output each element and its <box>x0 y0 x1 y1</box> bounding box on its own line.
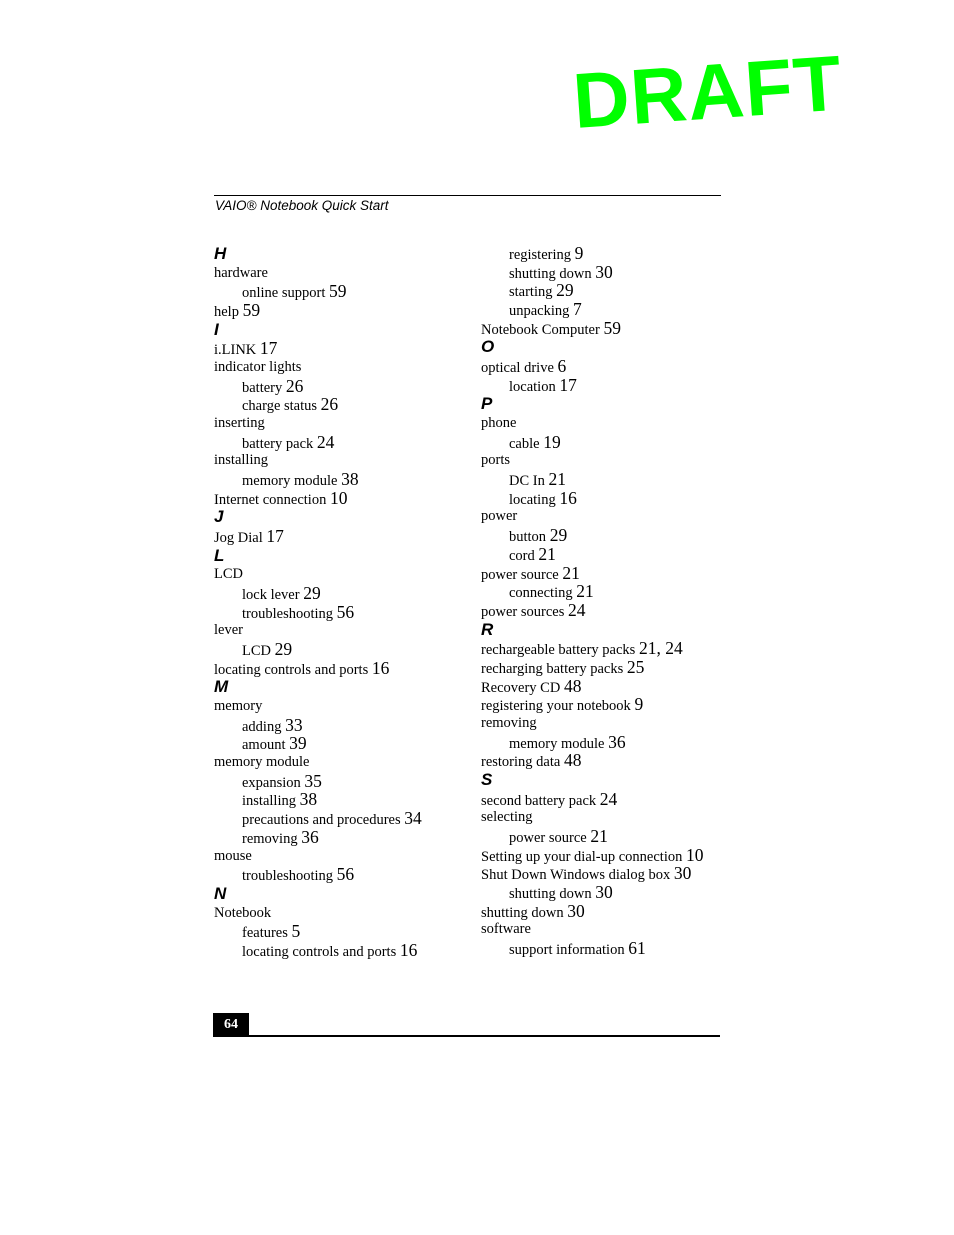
index-subentry <box>214 433 464 452</box>
index-subentry <box>481 376 731 395</box>
index-page-ref[interactable]: 29 <box>549 525 568 546</box>
index-term: troubleshooting <box>242 868 334 885</box>
index-term: second battery pack <box>481 792 597 809</box>
index-term: power source <box>509 829 587 846</box>
index-term: online support <box>242 285 326 302</box>
index-term: memory module <box>509 735 605 752</box>
index-entry <box>481 695 731 714</box>
index-page-ref[interactable]: 39 <box>289 733 307 754</box>
index-entry <box>481 902 731 921</box>
index-term: installing <box>242 793 296 810</box>
index-page-ref[interactable]: 59 <box>329 281 347 302</box>
index-term: locating controls and ports <box>214 661 369 678</box>
index-entry <box>481 414 731 433</box>
index-page-ref[interactable]: 29 <box>303 583 321 603</box>
index-term: rechargeable battery packs <box>481 642 636 659</box>
index-subentry <box>481 939 731 958</box>
index-entry <box>214 753 464 772</box>
index-term: Recovery CD <box>481 679 561 696</box>
index-term: hardware <box>214 264 268 281</box>
index-page-ref[interactable]: 48 <box>563 675 582 696</box>
index-page-ref[interactable]: 30 <box>595 261 613 282</box>
index-page-ref[interactable]: 29 <box>556 280 574 301</box>
index-term: restoring data <box>481 754 561 771</box>
index-term: inserting <box>214 415 265 431</box>
index-term: ports <box>481 452 510 469</box>
index-subentry <box>481 733 731 752</box>
index-subentry <box>214 603 464 622</box>
header-rule <box>214 195 721 196</box>
index-term: expansion <box>242 774 301 791</box>
index-subentry <box>481 244 731 263</box>
index-page-ref[interactable]: 16 <box>399 939 418 960</box>
index-letter-heading: L <box>214 545 225 565</box>
index-subentry <box>214 470 464 489</box>
index-subentry <box>214 395 464 414</box>
index-term: lock lever <box>242 587 300 603</box>
index-term: memory module <box>242 473 338 490</box>
index-term: button <box>509 529 547 546</box>
index-subentry <box>481 263 731 282</box>
index-page-ref[interactable]: 61 <box>628 938 646 959</box>
index-term: Shut Down Windows dialog box <box>481 867 671 884</box>
index-term: optical drive <box>481 360 554 377</box>
index-entry <box>481 658 731 677</box>
index-subentry <box>481 883 731 902</box>
index-term: shutting down <box>481 904 564 921</box>
index-page-ref[interactable]: 10 <box>329 487 348 508</box>
index-entry <box>481 639 731 658</box>
index-term: precautions and procedures <box>242 812 401 829</box>
index-term: support information <box>509 942 625 959</box>
index-term: Notebook Computer <box>481 321 600 338</box>
index-term: location <box>509 378 556 395</box>
index-letter-heading: O <box>481 337 495 357</box>
index-entry <box>481 677 731 696</box>
index-subentry <box>481 281 731 300</box>
index-term: LCD <box>242 643 271 660</box>
index-page-ref[interactable]: 7 <box>573 299 582 320</box>
index-page-ref[interactable]: 56 <box>336 601 355 622</box>
index-letter-heading: M <box>214 677 229 697</box>
draft-watermark: DRAFT <box>570 38 845 145</box>
index-page-ref[interactable]: 21, 24 <box>638 638 683 659</box>
index-term: removing <box>242 830 298 847</box>
index-entry <box>214 358 464 377</box>
index-term: shutting down <box>509 265 592 282</box>
index-term: Jog Dial <box>214 530 263 547</box>
index-page-ref[interactable]: 24 <box>599 788 618 809</box>
index-entry <box>481 751 731 770</box>
index-entry <box>481 319 731 338</box>
index-term: software <box>481 921 531 938</box>
index-letter-heading: J <box>214 507 224 527</box>
index-term: mouse <box>214 847 252 864</box>
index-entry <box>214 565 464 584</box>
index-page-ref[interactable]: 30 <box>595 882 613 902</box>
index-term: memory module <box>214 754 310 771</box>
index-term: registering your notebook <box>481 698 631 715</box>
index-page-ref[interactable]: 30 <box>673 863 692 884</box>
index-page-ref[interactable]: 59 <box>603 317 621 338</box>
index-term: amount <box>242 737 286 754</box>
index-page-ref[interactable]: 19 <box>543 431 561 452</box>
index-term: adding <box>242 718 282 735</box>
index-page-ref[interactable]: 36 <box>301 826 319 847</box>
index-entry <box>214 847 464 866</box>
index-page-ref[interactable]: 17 <box>559 374 577 395</box>
index-letter-heading: P <box>481 394 493 414</box>
index-page-ref[interactable]: 25 <box>626 656 645 677</box>
index-term: lever <box>214 622 243 639</box>
index-page-ref[interactable]: 21 <box>576 581 594 602</box>
index-entry <box>214 264 464 283</box>
index-entry <box>481 564 731 583</box>
index-page-ref[interactable]: 34 <box>404 808 422 829</box>
index-entry <box>481 846 731 865</box>
index-term: battery <box>242 379 283 396</box>
index-subentry <box>481 470 731 489</box>
index-subentry <box>214 809 464 828</box>
index-entry <box>214 451 464 470</box>
index-entry <box>481 864 731 883</box>
index-subentry <box>214 790 464 809</box>
index-term: battery pack <box>242 435 314 452</box>
index-subentry <box>214 584 464 603</box>
index-page-ref[interactable]: 38 <box>341 469 359 490</box>
index-entry <box>214 414 464 433</box>
index-page-ref[interactable]: 33 <box>285 714 303 735</box>
index-subentry <box>481 582 731 601</box>
index-page-ref[interactable]: 17 <box>266 526 284 547</box>
index-subentry <box>481 300 731 319</box>
index-subentry <box>214 716 464 735</box>
index-page-ref[interactable]: 48 <box>563 750 582 771</box>
index-subentry <box>481 545 731 564</box>
index-term: recharging battery packs <box>481 660 624 677</box>
index-term: shutting down <box>509 886 592 902</box>
index-page-ref[interactable]: 17 <box>259 338 278 359</box>
index-term: DC In <box>509 473 545 490</box>
index-page-ref[interactable]: 24 <box>316 431 335 452</box>
index-entry <box>481 451 731 470</box>
index-term: charge status <box>242 398 318 415</box>
index-page-ref[interactable]: 9 <box>574 243 584 263</box>
index-page-ref[interactable]: 56 <box>336 864 355 885</box>
index-letter-heading: I <box>214 319 219 339</box>
index-page-ref[interactable]: 5 <box>291 921 301 942</box>
index-term: registering <box>509 247 572 263</box>
index-page-ref[interactable]: 21 <box>548 469 566 490</box>
index-term: troubleshooting <box>242 605 334 622</box>
index-term: Setting up your dial-up connection <box>481 848 683 865</box>
index-page-ref[interactable]: 21 <box>562 562 580 583</box>
index-page-ref[interactable]: 35 <box>304 770 322 791</box>
index-term: LCD <box>214 566 243 583</box>
index-subentry <box>214 772 464 791</box>
index-page-ref[interactable]: 24 <box>567 599 586 620</box>
index-subentry <box>214 640 464 659</box>
index-entry <box>214 904 464 923</box>
index-term: power <box>481 508 518 525</box>
index-term: starting <box>509 284 553 301</box>
index-entry <box>214 301 464 320</box>
index-letter-heading: S <box>481 769 493 789</box>
index-entry <box>214 659 464 678</box>
index-page-ref[interactable]: 10 <box>685 844 704 865</box>
footer-rule <box>213 1035 720 1037</box>
index-entry <box>481 601 731 620</box>
index-subentry <box>214 865 464 884</box>
index-entry <box>481 714 731 733</box>
index-term: removing <box>481 714 537 731</box>
index-subentry <box>481 827 731 846</box>
index-page-ref[interactable]: 16 <box>371 657 390 678</box>
index-term: i.LINK <box>214 342 257 359</box>
running-head: VAIO® Notebook Quick Start <box>215 198 389 213</box>
index-entry <box>481 808 731 827</box>
index-letter-heading: H <box>214 244 227 263</box>
index-term: help <box>214 303 239 320</box>
index-page-ref[interactable]: 9 <box>634 694 644 715</box>
index-entry <box>214 527 464 546</box>
index-subentry <box>214 282 464 301</box>
index-term: cord <box>509 547 535 564</box>
index-subentry <box>481 433 731 452</box>
index-term: Internet connection <box>214 491 327 508</box>
index-subentry <box>214 828 464 847</box>
index-term: locating controls and ports <box>242 943 397 960</box>
index-entry <box>481 507 731 526</box>
index-term: features <box>242 925 288 942</box>
index-letter-heading: N <box>214 883 227 903</box>
index-entry <box>214 621 464 640</box>
page-number: 64 <box>213 1013 249 1036</box>
index-term: selecting <box>481 809 533 826</box>
index-entry <box>481 790 731 809</box>
index-term: power source <box>481 566 559 583</box>
index-page-ref[interactable]: 29 <box>274 639 293 660</box>
index-term: memory <box>214 698 263 715</box>
index-term: indicator lights <box>214 358 302 375</box>
index-page-ref[interactable]: 26 <box>320 394 339 415</box>
index-letter-heading: R <box>481 619 494 639</box>
index-term: locating <box>509 491 556 508</box>
index-entry <box>214 339 464 358</box>
index-page-ref[interactable]: 21 <box>538 543 556 564</box>
index-column-left <box>214 244 464 960</box>
index-entry <box>214 489 464 508</box>
index-subentry <box>214 922 464 941</box>
index-subentry <box>481 526 731 545</box>
index-term: unpacking <box>509 303 570 320</box>
index-term: Notebook <box>214 904 272 921</box>
index-page-ref[interactable]: 16 <box>559 487 577 508</box>
index-page-ref[interactable]: 36 <box>608 731 626 752</box>
index-column-right <box>481 244 731 958</box>
index-entry <box>214 697 464 716</box>
index-subentry <box>214 377 464 396</box>
index-entry <box>481 357 731 376</box>
index-page-ref[interactable]: 21 <box>590 825 608 846</box>
index-page-ref[interactable]: 26 <box>285 375 304 396</box>
index-term: phone <box>481 415 517 431</box>
index-term: installing <box>214 452 268 469</box>
index-term: connecting <box>509 585 573 602</box>
index-subentry <box>214 941 464 960</box>
index-page-ref[interactable]: 59 <box>242 299 261 320</box>
index-term: cable <box>509 435 540 452</box>
index-page-ref[interactable]: 30 <box>567 900 585 921</box>
index-subentry <box>481 489 731 508</box>
index-term: power sources <box>481 603 565 620</box>
index-subentry <box>214 734 464 753</box>
index-entry <box>481 920 731 939</box>
index-page-ref[interactable]: 6 <box>557 356 567 377</box>
index-page-ref[interactable]: 38 <box>299 789 318 810</box>
